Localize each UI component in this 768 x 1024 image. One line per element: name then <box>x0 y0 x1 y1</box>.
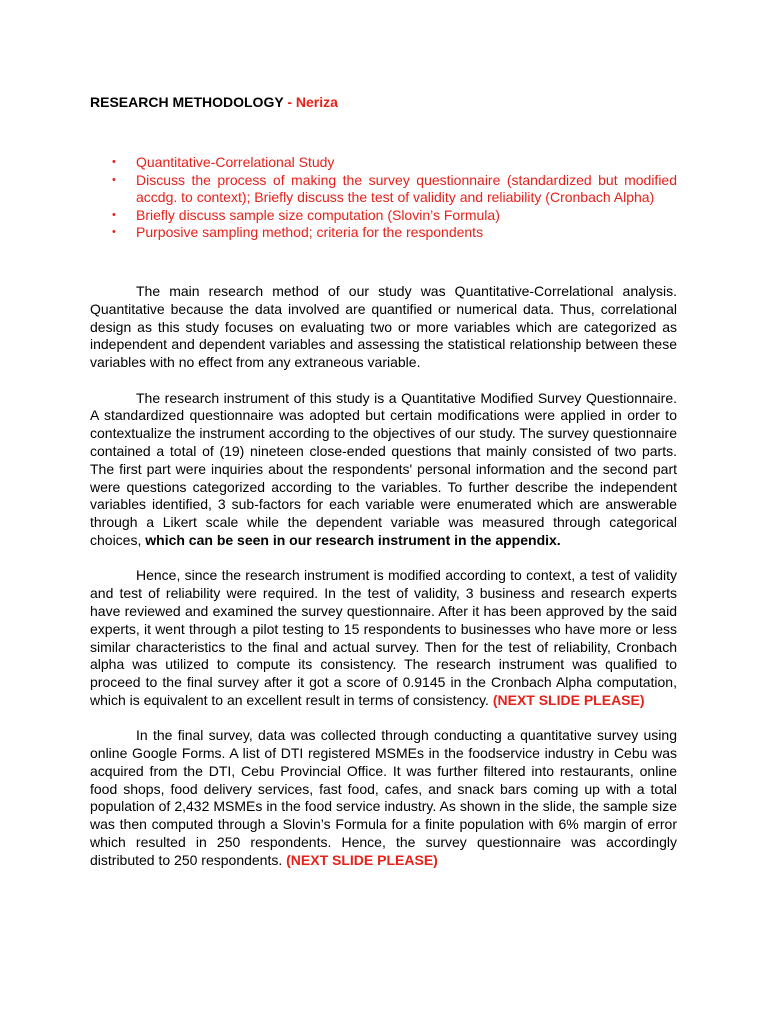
paragraph-emphasis: which can be seen in our research instrument in the appendix. <box>145 531 561 548</box>
paragraph-validity-reliability <box>90 567 677 709</box>
list-item-text: Briefly discuss sample size computation (Slovin’s Formula) <box>136 206 500 223</box>
list-item-text: Discuss the process of making the survey questionnaire (standardized but modified accdg. to context); Briefly discuss the test of validity and reliability (Cronbach Alpha) <box>136 171 677 206</box>
list-item <box>90 172 677 207</box>
list-item <box>90 154 677 172</box>
heading-title: RESEARCH METHODOLOGY <box>90 94 284 110</box>
list-item <box>90 224 677 242</box>
paragraph-final-survey <box>90 727 677 869</box>
next-slide-cue: (NEXT SLIDE PLEASE) <box>286 851 438 868</box>
section-heading <box>90 92 677 112</box>
paragraph-research-method <box>90 283 677 372</box>
list-item <box>90 207 677 225</box>
next-slide-cue: (NEXT SLIDE PLEASE) <box>492 691 645 708</box>
list-item-text: Quantitative-Correlational Study <box>136 154 335 170</box>
list-item-text: Purposive sampling method; criteria for the respondents <box>136 224 484 241</box>
presenter-notes-list <box>90 154 677 242</box>
paragraph-text: The main research method of our study was Quantitative-Correlational analysis. Quantitative because the data involved are quantified or numerical data. Thus, correlational design as this study focuses on evaluating two or more variables which are categorized as independent and dependent variables and assessing the statistical relationship between these variables with no effect from any extraneous variable. <box>90 282 677 371</box>
paragraph-text: In the final survey, data was collected through conducting a quantitative survey using online Google Forms. A list of DTI registered MSMEs in the foodservice industry in Cebu was acquired from the DTI, Cebu Provincial Office. It was further filtered into restaurants, online food shops, food delivery services, fast food, cafes, and snack bars coming up with a total population of 2,432 MSMEs in the food service industry. As shown in the slide, the sample size was then computed through a Slovin’s Formula for a finite population with 6% margin of error which resulted in 250 respondents. Hence, the survey questionnaire was accordingly distributed to 250 respondents. <box>90 727 677 868</box>
bullet-icon: • <box>112 208 116 221</box>
bullet-icon: • <box>112 156 116 168</box>
paragraph-research-instrument <box>90 390 677 550</box>
bullet-icon: • <box>112 173 116 186</box>
heading-separator: - <box>283 94 296 110</box>
paragraph-text: Hence, since the research instrument is modified according to context, a test of validity and test of reliability were required. In the test of validity, 3 business and research experts have reviewed and examined the survey questionnaire. After it has been approved by the said experts, it went through a pilot testing to 15 respondents to businesses who have more or less similar characteristics to the final and actual survey. Then for the test of reliability, Cronbach alpha was utilized to compute its consistency. The research instrument was qualified to proceed to the final survey after it got a score of 0.9145 in the Cronbach Alpha computation, which is equivalent to an excellent result in terms of consistency. <box>90 567 677 708</box>
document-page <box>90 92 677 887</box>
bullet-icon: • <box>112 226 116 239</box>
heading-author: Neriza <box>295 94 338 110</box>
paragraph-text: The research instrument of this study is a Quantitative Modified Survey Questionnaire. A standardized questionnaire was adopted but certain modifications were applied in order to contextualize the instrument according to the objectives of our study. The survey questionnaire contained a total of (19) nineteen close-ended questions that mainly consisted of two parts. The first part were inquiries about the respondents' personal information and the second part were questions categorized according to the variables. To further describe the independent variables identified, 3 sub-factors for each variable were enumerated which are answerable through a Likert scale while the dependent variable was measured through categorical choices, <box>90 389 677 548</box>
